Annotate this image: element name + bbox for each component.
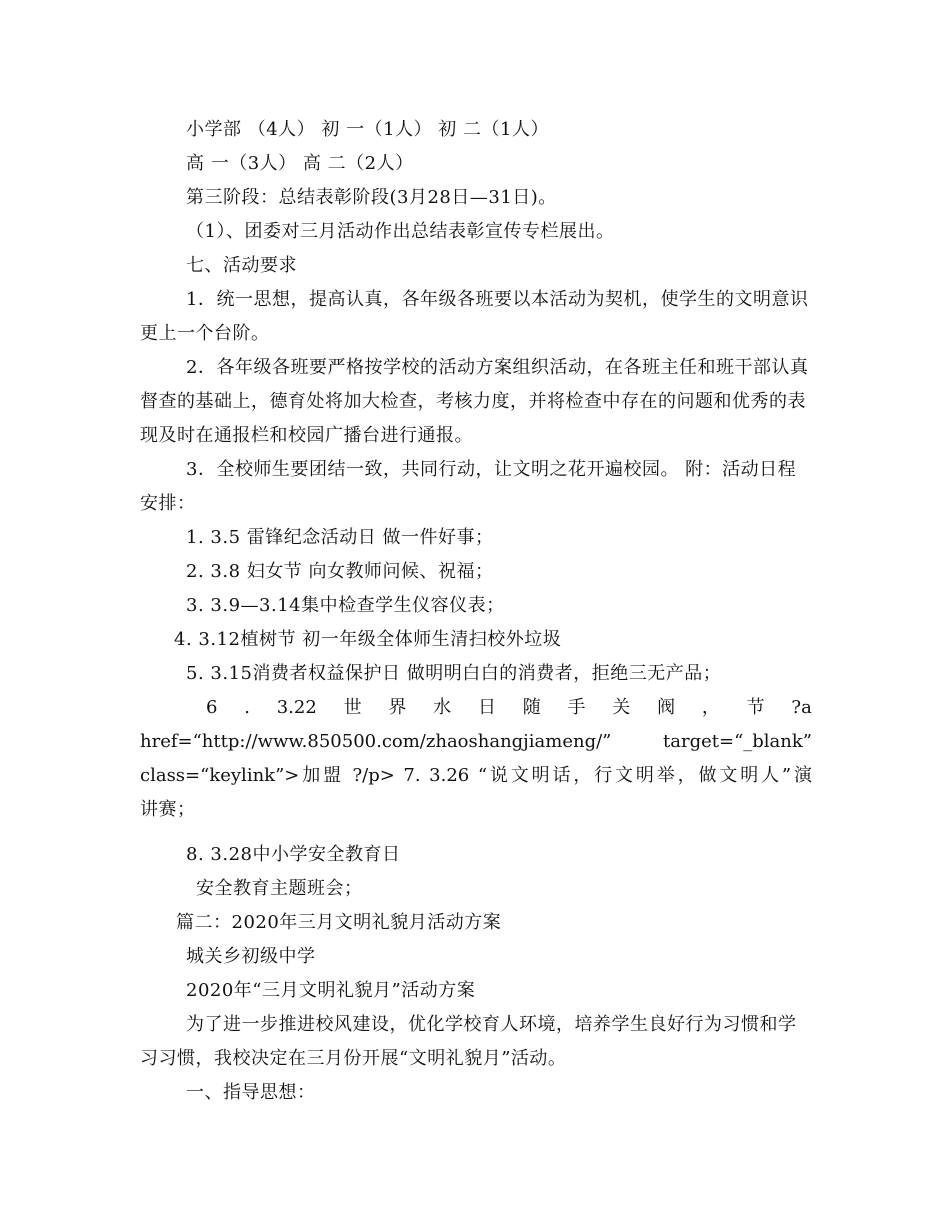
text-fragment: ， bbox=[701, 697, 720, 718]
text-line: 督查的基础上，德育处将加大检查，考核力度，并将检查中存在的问题和优秀的表 bbox=[140, 391, 806, 412]
text-fragment: ?a bbox=[791, 697, 812, 718]
text-fragment: 手 bbox=[567, 697, 586, 718]
school-name: 城关乡初级中学 bbox=[186, 946, 316, 967]
section-heading: 一、指导思想： bbox=[186, 1082, 316, 1103]
text-fragment: 界 bbox=[388, 697, 407, 718]
section-heading: 七、活动要求 bbox=[186, 255, 297, 276]
text-fragment: 节 bbox=[746, 697, 765, 718]
text-line: 为了进一步推进校风建设，优化学校育人环境，培养学生良好行为习惯和学 bbox=[186, 1014, 797, 1035]
text-line: 讲赛； bbox=[140, 799, 196, 820]
text-line: class=“keylink”>加盟 ?/p> 7. 3.26 “说文明话，行文明举，做文明人”演 bbox=[140, 765, 812, 786]
text-fragment: 随 bbox=[522, 697, 541, 718]
schedule-item: 2. 3.8 妇女节 向女教师问候、祝福； bbox=[186, 561, 494, 582]
text-line: （1）、团委对三月活动作出总结表彰宣传专栏展出。 bbox=[186, 221, 615, 242]
schedule-item: 3. 3.9—3.14集中检查学生仪容仪表； bbox=[186, 595, 505, 616]
text-line: 安全教育主题班会； bbox=[196, 878, 363, 899]
text-line: 第三阶段：总结表彰阶段(3月28日—31日)。 bbox=[186, 187, 557, 208]
text-fragment: 水 bbox=[433, 697, 452, 718]
text-line: 现及时在通报栏和校园广播台进行通报。 bbox=[140, 425, 473, 446]
text-line: 2．各年级各班要严格按学校的活动方案组织活动，在各班主任和班干部认真 bbox=[186, 357, 809, 378]
text-fragment: 3.22 bbox=[276, 697, 317, 718]
text-fragment: 日 bbox=[477, 697, 496, 718]
text-line: 更上一个台阶。 bbox=[140, 323, 270, 344]
schedule-item: 5. 3.15消费者权益保护日 做明明白白的消费者，拒绝三无产品； bbox=[186, 663, 722, 684]
schedule-item: 1. 3.5 雷锋纪念活动日 做一件好事； bbox=[186, 527, 494, 548]
text-fragment: 世 bbox=[343, 697, 362, 718]
text-fragment: 关 bbox=[612, 697, 631, 718]
schedule-item-6 bbox=[206, 696, 812, 720]
text-fragment: 6 bbox=[206, 697, 218, 718]
text-line: href=“http://www.850500.com/zhaoshangjiameng/” target=“_blank” bbox=[140, 731, 812, 752]
schedule-item: 4. 3.12植树节 初一年级全体师生清扫校外垃圾 bbox=[174, 629, 562, 650]
text-line: 安排： bbox=[140, 493, 196, 514]
text-line: 小学部 （4人） 初 一（1人） 初 二（1人） bbox=[186, 119, 549, 140]
text-fragment: . bbox=[244, 697, 250, 718]
text-fragment: 阀 bbox=[657, 697, 676, 718]
text-line: 高 一（3人） 高 二（2人） bbox=[186, 153, 414, 174]
text-line: 习习惯，我校决定在三月份开展“文明礼貌月”活动。 bbox=[140, 1048, 567, 1069]
schedule-item: 8. 3.28中小学安全教育日 bbox=[186, 844, 401, 865]
article-title: 篇二：2020年三月文明礼貌月活动方案 bbox=[176, 912, 502, 933]
text-line: 3．全校师生要团结一致，共同行动，让文明之花开遍校园。 附：活动日程 bbox=[186, 459, 797, 480]
plan-title: 2020年“三月文明礼貌月”活动方案 bbox=[186, 980, 476, 1001]
text-line: 1．统一思想，提高认真，各年级各班要以本活动为契机，使学生的文明意识 bbox=[186, 289, 809, 310]
